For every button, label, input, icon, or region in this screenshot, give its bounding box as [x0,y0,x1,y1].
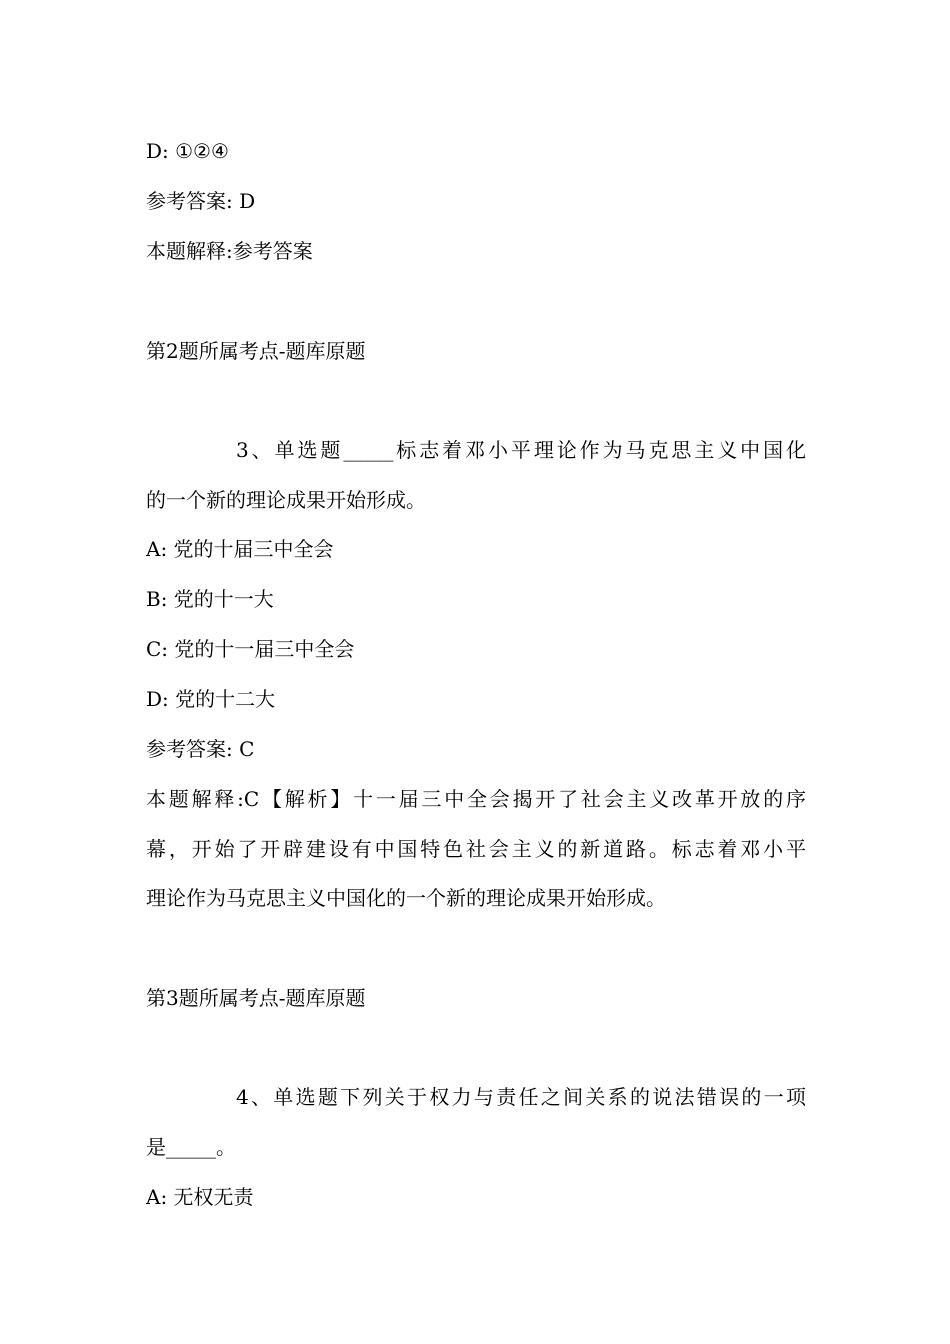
question-4-stem-line-1: 4、单选题下列关于权力与责任之间关系的说法错误的一项 [236,1085,806,1109]
question-2-explanation: 本题解释:参考答案 [146,239,313,263]
question-3-answer: 参考答案: C [146,737,255,761]
question-3-explanation-line-3: 理论作为马克思主义中国化的一个新的理论成果开始形成。 [146,886,666,910]
question-4-stem-line-2: 是_____。 [146,1135,236,1159]
question-3-stem-line-2: 的一个新的理论成果开始形成。 [146,488,426,512]
question-3-topic: 第3题所属考点-题库原题 [146,986,366,1010]
question-3-option-c: C: 党的十一届三中全会 [146,637,355,661]
question-3-option-b: B: 党的十一大 [146,587,274,611]
question-3-explanation-line-2: 幕，开始了开辟建设有中国特色社会主义的新道路。标志着邓小平 [146,837,806,861]
question-3-explanation-line-1: 本题解释:C【解析】十一届三中全会揭开了社会主义改革开放的序 [146,787,806,811]
question-2-topic: 第2题所属考点-题库原题 [146,339,366,363]
question-2-option-d: D: ①②④ [146,139,229,163]
question-3-option-d: D: 党的十二大 [146,687,276,711]
question-2-answer: 参考答案: D [146,189,256,213]
question-4-option-a: A: 无权无责 [146,1185,254,1209]
question-3-stem-line-1: 3、单选题_____标志着邓小平理论作为马克思主义中国化 [236,438,806,462]
question-3-option-a: A: 党的十届三中全会 [146,537,334,561]
